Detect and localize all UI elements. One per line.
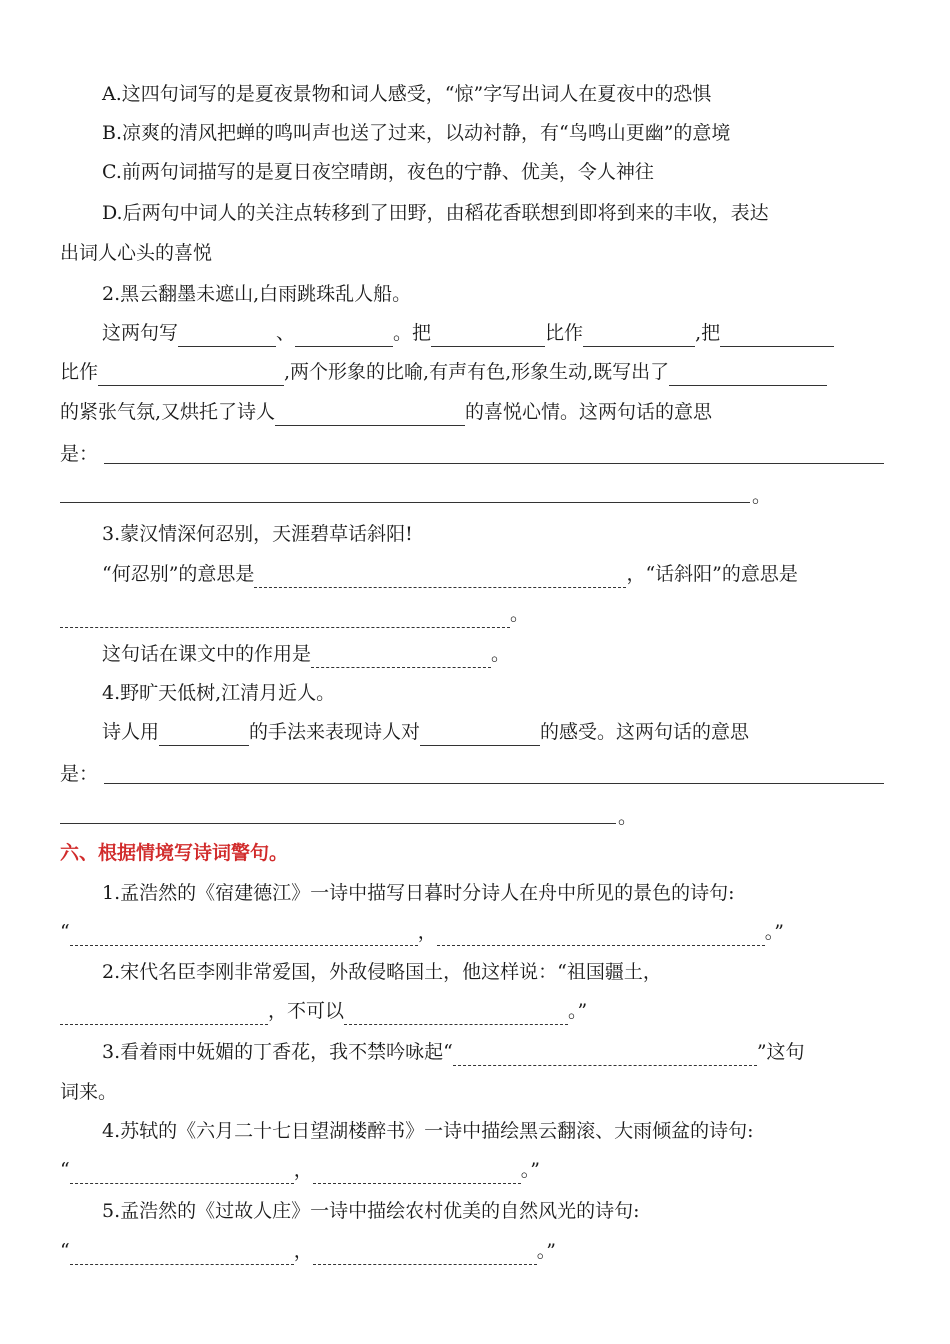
section-6-heading: 六、根据情境写诗词警句。 <box>60 842 289 864</box>
s6-q1-answer <box>60 918 900 946</box>
s6-q2-mid: ，不可以 <box>268 1000 345 1022</box>
q2-answer-line-1[interactable] <box>104 462 884 464</box>
option-d-line2: 出词人心头的喜悦 <box>60 242 213 264</box>
s6-q1-blank-2[interactable] <box>437 925 765 946</box>
s6-q4-answer <box>60 1156 900 1184</box>
q2-text-7: ,两个形象的比喻,有声有色,形象生动,既写出了 <box>284 361 670 383</box>
s6-q2-close: 。” <box>568 1000 588 1022</box>
q3-blank-2[interactable] <box>60 607 510 628</box>
q4-text-1: 诗人用 <box>102 721 160 743</box>
s6-q5-mid: ， <box>293 1240 313 1262</box>
s6-q5-open: “ <box>60 1240 70 1262</box>
option-a: A.这四句词写的是夏夜景物和词人感受，“惊”字写出词人在夏夜中的恐惧 <box>102 83 712 105</box>
s6-q4-blank-1[interactable] <box>70 1163 294 1184</box>
q2-blank-1[interactable] <box>178 324 276 347</box>
q2-line2 <box>60 358 900 386</box>
q4-answer-line-1[interactable] <box>104 782 884 784</box>
q4-text-2: 的手法来表现诗人对 <box>249 721 421 743</box>
q3-text-2: ，“话斜阳”的意思是 <box>626 563 798 585</box>
s6-q2: 2.宋代名臣李刚非常爱国，外敌侵略国土，他这样说：“祖国疆土， <box>102 961 662 983</box>
q2-blank-7[interactable] <box>669 363 827 386</box>
q2-text-3: 。把 <box>393 322 432 344</box>
s6-q2-blank-1[interactable] <box>60 1004 268 1025</box>
q4-line2: 是： <box>60 763 99 785</box>
q3-blank-1[interactable] <box>254 567 626 588</box>
s6-q1-mid: ， <box>417 921 437 943</box>
s6-q5: 5.孟浩然的《过故人庄》一诗中描绘农村优美的自然风光的诗句: <box>102 1200 640 1222</box>
q2-text-4: 比作 <box>545 322 584 344</box>
s6-q5-close: 。” <box>536 1240 556 1262</box>
s6-q2-blank-2[interactable] <box>344 1004 568 1025</box>
q2-text-9: 的喜悦心情。这两句话的意思 <box>465 401 713 423</box>
s6-q5-blank-1[interactable] <box>70 1244 294 1265</box>
q4-end-period: 。 <box>618 806 638 828</box>
option-b: B.凉爽的清风把蝉的鸣叫声也送了过来，以动衬静，有“鸟鸣山更幽”的意境 <box>102 122 731 144</box>
q3-end-2: 。 <box>491 643 511 665</box>
q2-blank-3[interactable] <box>431 324 545 347</box>
q2-text-8: 的紧张气氛,又烘托了诗人 <box>60 401 276 423</box>
option-c: C.前两句词描写的是夏日夜空晴朗，夜色的宁静、优美，令人神往 <box>102 161 654 183</box>
s6-q1-open: “ <box>60 921 70 943</box>
s6-q3-blank[interactable] <box>453 1045 757 1066</box>
q3-line1 <box>102 560 902 588</box>
q2-blank-8[interactable] <box>275 403 465 426</box>
s6-q3-text-b: ”这句 <box>756 1041 805 1063</box>
q2-blank-2[interactable] <box>295 324 393 347</box>
q2-blank-5[interactable] <box>720 324 834 347</box>
q2-text-1: 这两句写 <box>102 322 179 344</box>
s6-q4-blank-2[interactable] <box>313 1163 521 1184</box>
q4-blank-1[interactable] <box>159 723 249 746</box>
s6-q5-blank-2[interactable] <box>313 1244 537 1265</box>
q2-blank-6[interactable] <box>98 363 284 386</box>
s6-q1-blank-1[interactable] <box>70 925 418 946</box>
s6-q1-close: 。” <box>764 921 784 943</box>
q3-line3 <box>102 640 902 668</box>
q4-blank-2[interactable] <box>420 723 540 746</box>
q3-blank-3[interactable] <box>311 647 491 668</box>
q3-end-1: 。 <box>510 603 530 625</box>
q2-blank-4[interactable] <box>583 324 695 347</box>
q2-line4: 是： <box>60 443 99 465</box>
s6-q5-answer <box>60 1237 900 1265</box>
q2-text-2: 、 <box>276 322 296 344</box>
q4-answer-line-2[interactable] <box>60 822 616 824</box>
q4-title: 4.野旷天低树,江清月近人。 <box>102 682 336 704</box>
q2-text-5: ,把 <box>695 322 721 344</box>
q3-text-3: 这句话在课文中的作用是 <box>102 643 312 665</box>
s6-q4: 4.苏轼的《六月二十七日望湖楼醉书》一诗中描绘黑云翻滚、大雨倾盆的诗句: <box>102 1120 754 1142</box>
s6-q3 <box>102 1038 902 1066</box>
q2-end-period: 。 <box>752 485 772 507</box>
s6-q4-mid: ， <box>293 1159 313 1181</box>
q2-text-6: 比作 <box>60 361 99 383</box>
q2-answer-line-2[interactable] <box>60 501 750 503</box>
q2-line3 <box>60 398 900 426</box>
s6-q3-text-a: 3.看着雨中妩媚的丁香花，我不禁吟咏起“ <box>102 1041 453 1063</box>
q3-title: 3.蒙汉情深何忍别，天涯碧草话斜阳! <box>102 523 413 545</box>
q4-line1 <box>102 718 902 746</box>
option-d-line1: D.后两句中词人的关注点转移到了田野，由稻花香联想到即将到来的丰收，表达 <box>102 202 769 224</box>
q3-text-1: “何忍别”的意思是 <box>102 563 255 585</box>
q3-line2 <box>60 600 900 628</box>
s6-q4-open: “ <box>60 1159 70 1181</box>
q2-line1 <box>102 319 902 347</box>
q2-title: 2.黑云翻墨未遮山,白雨跳珠乱人船。 <box>102 283 412 305</box>
s6-q2-answer <box>60 997 900 1025</box>
s6-q3-cont: 词来。 <box>60 1081 118 1103</box>
s6-q1: 1.孟浩然的《宿建德江》一诗中描写日暮时分诗人在舟中所见的景色的诗句: <box>102 882 735 904</box>
s6-q4-close: 。” <box>520 1159 540 1181</box>
q4-text-3: 的感受。这两句话的意思 <box>540 721 750 743</box>
